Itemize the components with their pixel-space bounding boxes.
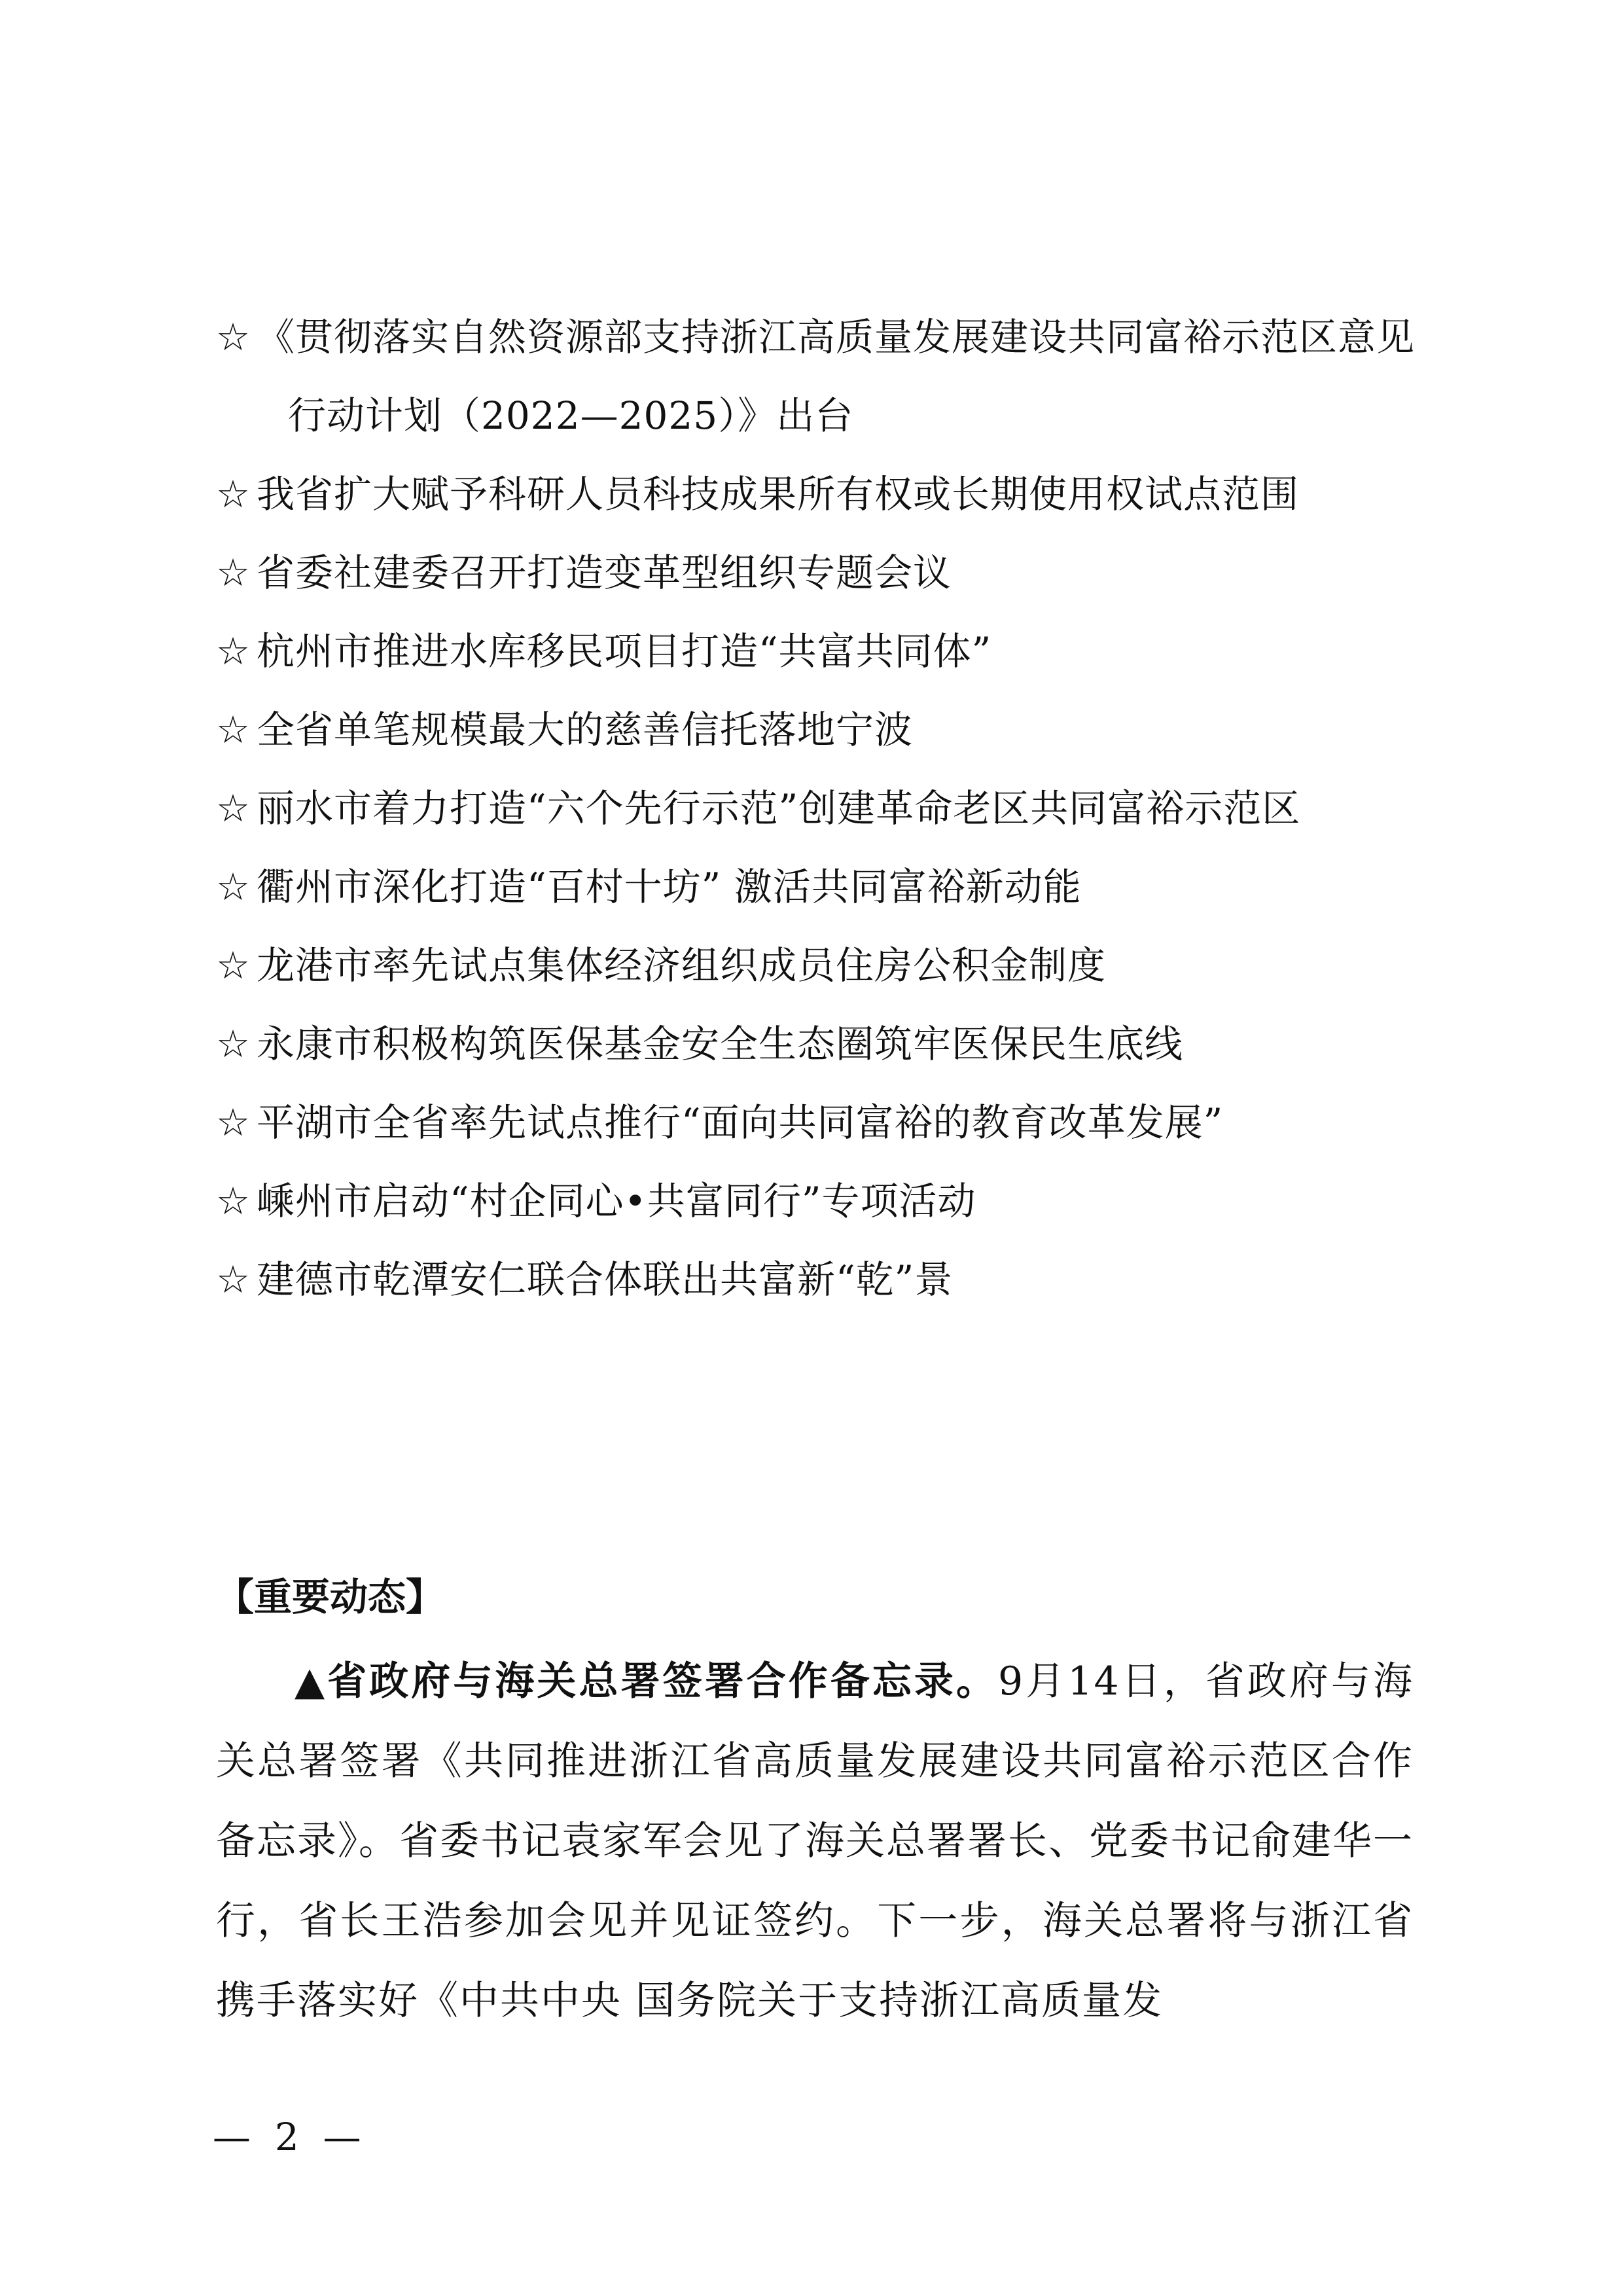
list-item-text: 我省扩大赋予科研人员科技成果所有权或长期使用权试点范围 bbox=[257, 472, 1300, 516]
list-item-text: 行动计划（2022—2025）》出台 bbox=[288, 393, 854, 438]
list-item-text: 建德市乾潭安仁联合体联出共富新“乾”景 bbox=[257, 1257, 954, 1302]
list-item-text: 丽水市着力打造“六个先行示范”创建革命老区共同富裕示范区 bbox=[257, 786, 1301, 831]
list-item bbox=[216, 1005, 1459, 1083]
list-item bbox=[216, 691, 1459, 769]
star-icon: ☆ bbox=[216, 786, 251, 831]
list-item-text: 全省单笔规模最大的慈善信托落地宁波 bbox=[257, 708, 914, 752]
list-item-text: 杭州市推进水库移民项目打造“共富共同体” bbox=[257, 629, 992, 673]
list-item-continuation bbox=[216, 376, 1459, 455]
star-icon: ☆ bbox=[216, 1257, 251, 1302]
list-item bbox=[216, 533, 1459, 612]
star-icon: ☆ bbox=[216, 708, 251, 752]
contents-list bbox=[216, 298, 1459, 1319]
list-item bbox=[216, 848, 1459, 926]
list-item-text: 平湖市全省率先试点推行“面向共同富裕的教育改革发展” bbox=[257, 1100, 1224, 1145]
list-item-text: 龙港市率先试点集体经济组织成员住房公积金制度 bbox=[257, 943, 1107, 988]
star-icon: ☆ bbox=[216, 1100, 251, 1145]
news-headline: ▲省政府与海关总署签署合作备忘录。 bbox=[294, 1659, 998, 1704]
important-news-section bbox=[216, 1564, 1414, 2041]
star-icon: ☆ bbox=[216, 1179, 251, 1223]
star-icon: ☆ bbox=[216, 943, 251, 988]
list-item bbox=[216, 298, 1459, 376]
star-icon: ☆ bbox=[216, 550, 251, 595]
list-item bbox=[216, 1240, 1459, 1319]
news-paragraph bbox=[216, 1641, 1414, 2041]
list-item-text: 省委社建委召开打造变革型组织专题会议 bbox=[257, 550, 952, 595]
list-item-text: 《贯彻落实自然资源部支持浙江高质量发展建设共同富裕示范区意见 bbox=[257, 315, 1416, 359]
star-icon: ☆ bbox=[216, 629, 251, 673]
list-item bbox=[216, 455, 1459, 533]
news-body: 9月14日，省政府与海关总署签署《共同推进浙江省高质量发展建设共同富裕示范区合作备忘录》。省委书记袁家军会见了海关总署署长、党委书记俞建华一行，省长王浩参加会见并见证签约。下一步，海关总署将与浙江省携手落实好《中共中央 国务院关于支持浙江高质量发 bbox=[216, 1659, 1414, 2024]
list-item-text: 嵊州市启动“村企同心•共富同行”专项活动 bbox=[257, 1179, 976, 1223]
list-item bbox=[216, 1083, 1459, 1162]
star-icon: ☆ bbox=[216, 315, 251, 359]
star-icon: ☆ bbox=[216, 1022, 251, 1066]
list-item bbox=[216, 1162, 1459, 1240]
page-number: — 2 — bbox=[213, 2115, 361, 2159]
section-heading: 【重要动态】 bbox=[216, 1575, 444, 1619]
star-icon: ☆ bbox=[216, 472, 251, 516]
star-icon: ☆ bbox=[216, 865, 251, 909]
list-item bbox=[216, 612, 1459, 691]
list-item-text: 衢州市深化打造“百村十坊” 激活共同富裕新动能 bbox=[257, 865, 1082, 909]
list-item-text: 永康市积极构筑医保基金安全生态圈筑牢医保民生底线 bbox=[257, 1022, 1184, 1066]
list-item bbox=[216, 769, 1459, 848]
list-item bbox=[216, 926, 1459, 1005]
